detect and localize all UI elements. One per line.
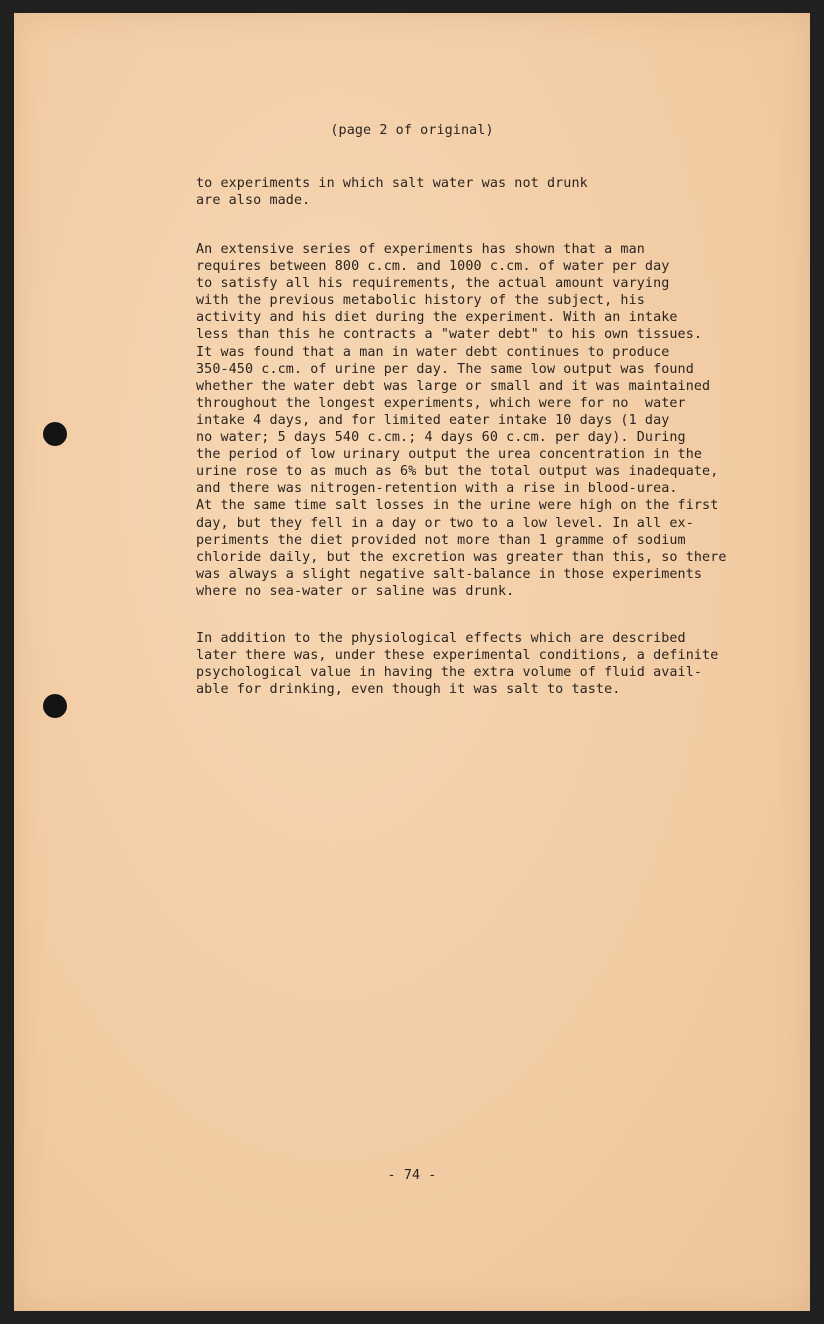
- text-line: to satisfy all his requirements, the actual amount varying: [196, 276, 670, 292]
- text-line: psychological value in having the extra volume of fluid avail-: [196, 665, 703, 681]
- text-line: less than this he contracts a "water debt" to his own tissues.: [196, 327, 703, 343]
- text-line: It was found that a man in water debt continues to produce: [196, 344, 670, 360]
- paragraph-psychological-value: [196, 630, 756, 698]
- text-line: periments the diet provided not more than 1 gramme of sodium: [196, 532, 686, 548]
- page-header: (page 2 of original): [330, 123, 494, 138]
- text-line: chloride daily, but the excretion was greater than this, so there: [196, 549, 727, 565]
- text-line: whether the water debt was large or small and it was maintained: [196, 378, 711, 394]
- intro-text: [196, 175, 756, 209]
- text-line: intake 4 days, and for limited eater intake 10 days (1 day: [196, 412, 670, 428]
- text-line: the period of low urinary output the urea concentration in the: [196, 447, 703, 463]
- text-line: urine rose to as much as 6% but the total output was inadequate,: [196, 464, 719, 480]
- binder-hole: [43, 422, 67, 446]
- text-line: activity and his diet during the experiment. With an intake: [196, 310, 678, 326]
- text-line: 350-450 c.cm. of urine per day. The same low output was found: [196, 361, 694, 377]
- text-line: able for drinking, even though it was salt to taste.: [196, 682, 621, 698]
- text-line: throughout the longest experiments, which were for no water: [196, 395, 686, 411]
- text-line: no water; 5 days 540 c.cm.; 4 days 60 c.cm. per day). During: [196, 430, 686, 446]
- text-line: later there was, under these experimental conditions, a definite: [196, 648, 719, 664]
- page-number: - 74 -: [387, 1168, 437, 1183]
- text-line: day, but they fell in a day or two to a low level. In all ex-: [196, 515, 694, 531]
- text-line: where no sea-water or saline was drunk.: [196, 583, 515, 599]
- text-line: with the previous metabolic history of the subject, his: [196, 293, 645, 309]
- typewritten-page: [14, 13, 810, 1311]
- paragraph-water-debt: [196, 241, 756, 600]
- text-line: was always a slight negative salt-balance in those experiments: [196, 566, 703, 582]
- binder-hole: [43, 694, 67, 718]
- text-line: An extensive series of experiments has shown that a man: [196, 242, 645, 257]
- text-line: and there was nitrogen-retention with a rise in blood-urea.: [196, 481, 678, 497]
- text-line: In addition to the physiological effects which are described: [196, 631, 686, 646]
- text-line: are also made.: [196, 193, 311, 209]
- text-line: At the same time salt losses in the urine were high on the first: [196, 498, 719, 514]
- text-line: to experiments in which salt water was not drunk: [196, 176, 588, 191]
- text-line: requires between 800 c.cm. and 1000 c.cm. of water per day: [196, 259, 670, 275]
